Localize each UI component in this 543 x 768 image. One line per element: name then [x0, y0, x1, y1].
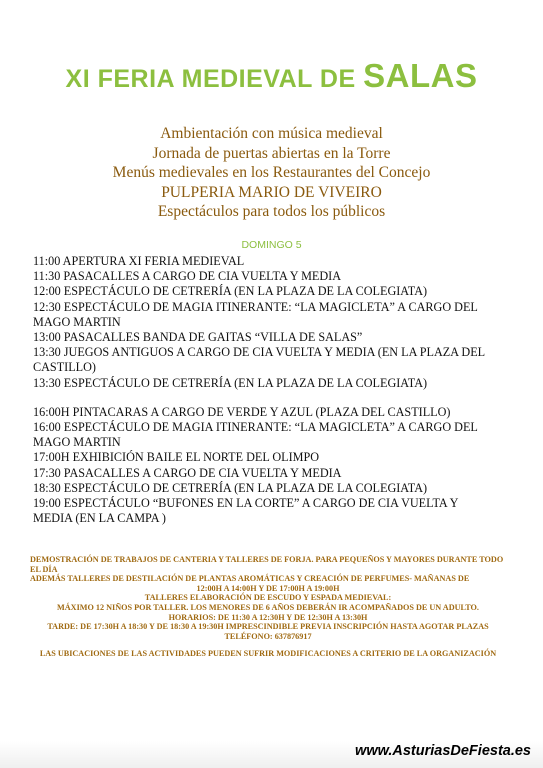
workshop-notes — [30, 555, 506, 659]
schedule-item: 19:00 ESPECTÁCULO “BUFONES EN LA CORTE” A CARGO DE CIA VUELTA Y MEDIA (EN LA CAMPA ) — [33, 496, 458, 526]
notes-line: TELÉFONO: 637876917 — [224, 631, 312, 641]
day-heading: DOMINGO 5 — [241, 239, 302, 251]
schedule-item: 16:00H PINTACARAS A CARGO DE VERDE Y AZUL (PLAZA DEL CASTILLO) — [33, 404, 451, 419]
notes-line: TALLERES ELABORACIÓN DE ESCUDO Y ESPADA MEDIEVAL: — [144, 593, 392, 603]
notes-line: ADEMÁS TALLERES DE DESTILACIÓN DE PLANTAS AROMÁTICAS Y CREACIÓN DE PERFUMES- MAÑANAS DE — [30, 574, 470, 584]
schedule-item: 12:00 ESPECTÁCULO DE CETRERÍA (EN LA PLAZA DE LA COLEGIATA) — [33, 284, 428, 299]
schedule-item: 11:30 PASACALLES A CARGO DE CIA VUELTA Y MEDIA — [33, 269, 342, 284]
intro-line: Menús medievales en los Restaurantes del Concejo — [112, 164, 431, 181]
notes-line: MÁXIMO 12 NIÑOS POR TALLER. LOS MENORES DE 6 AÑOS DEBERÁN IR ACOMPAÑADOS DE UN ADULTO. — [57, 602, 479, 612]
intro-line: Espectáculos para todos los públicos — [157, 203, 386, 220]
schedule-item: 17:00H EXHIBICIÓN BAILE EL NORTE DEL OLIMPO — [33, 450, 320, 465]
poster-title — [0, 57, 543, 95]
schedule-item: 18:30 ESPECTÁCULO DE CETRERÍA (EN LA PLAZA DE LA COLEGIATA) — [33, 480, 428, 495]
schedule-item: 16:00 ESPECTÁCULO DE MAGIA ITINERANTE: “LA MAGICLETA” A CARGO DEL MAGO MARTIN — [33, 420, 478, 450]
notes-line: TARDE: DE 17:30H A 18:30 Y DE 18:30 A 19:30H IMPRESCINDIBLE PREVIA INSCRIPCIÓN HASTA AGOTAR PLAZAS — [47, 622, 489, 632]
notes-line: DEMOSTRACIÓN DE TRABAJOS DE CANTERIA Y TALLERES DE FORJA. PARA PEQUEÑOS Y MAYORES DURANTE TODO EL DÍA — [30, 555, 504, 574]
schedule-item: 12:30 ESPECTÁCULO DE MAGIA ITINERANTE: “LA MAGICLETA” A CARGO DEL MAGO MARTIN — [33, 299, 478, 329]
schedule-item: 13:30 JUEGOS ANTIGUOS A CARGO DE CIA VUELTA Y MEDIA (EN LA PLAZA DEL CASTILLO) — [33, 345, 485, 375]
schedule — [33, 254, 493, 526]
footer-website-watermark: www.AsturiasDeFiesta.es — [355, 743, 531, 759]
schedule-item: 17:30 PASACALLES A CARGO DE CIA VUELTA Y MEDIA — [33, 465, 342, 480]
schedule-item: 11:00 APERTURA XI FERIA MEDIEVAL — [33, 254, 245, 268]
schedule-item: 13:30 ESPECTÁCULO DE CETRERÍA (EN LA PLAZA DE LA COLEGIATA) — [33, 375, 428, 390]
notes-line: 12:00H A 14:00H Y DE 17:00H A 19:00H — [196, 583, 340, 593]
title-prefix: XI FERIA MEDIEVAL DE — [65, 65, 364, 93]
intro-block — [0, 124, 543, 222]
notes-line: HORARIOS: DE 11:30 A 12:30H Y DE 12:30H A 13:30H — [168, 612, 368, 622]
schedule-item: 13:00 PASACALLES BANDA DE GAITAS “VILLA DE SALAS” — [33, 330, 363, 345]
intro-line: PULPERIA MARIO DE VIVEIRO — [161, 183, 382, 201]
title-town: SALAS — [363, 57, 478, 94]
schedule-morning — [33, 254, 493, 391]
schedule-afternoon — [33, 405, 493, 527]
intro-line: Ambientación con música medieval — [160, 125, 383, 142]
intro-line: Jornada de puertas abiertas en la Torre — [152, 144, 391, 162]
notes-disclaimer: LAS UBICACIONES DE LAS ACTIVIDADES PUEDEN SUFRIR MODIFICACIONES A CRITERIO DE LA ORGANIZACIÓN — [39, 649, 497, 659]
